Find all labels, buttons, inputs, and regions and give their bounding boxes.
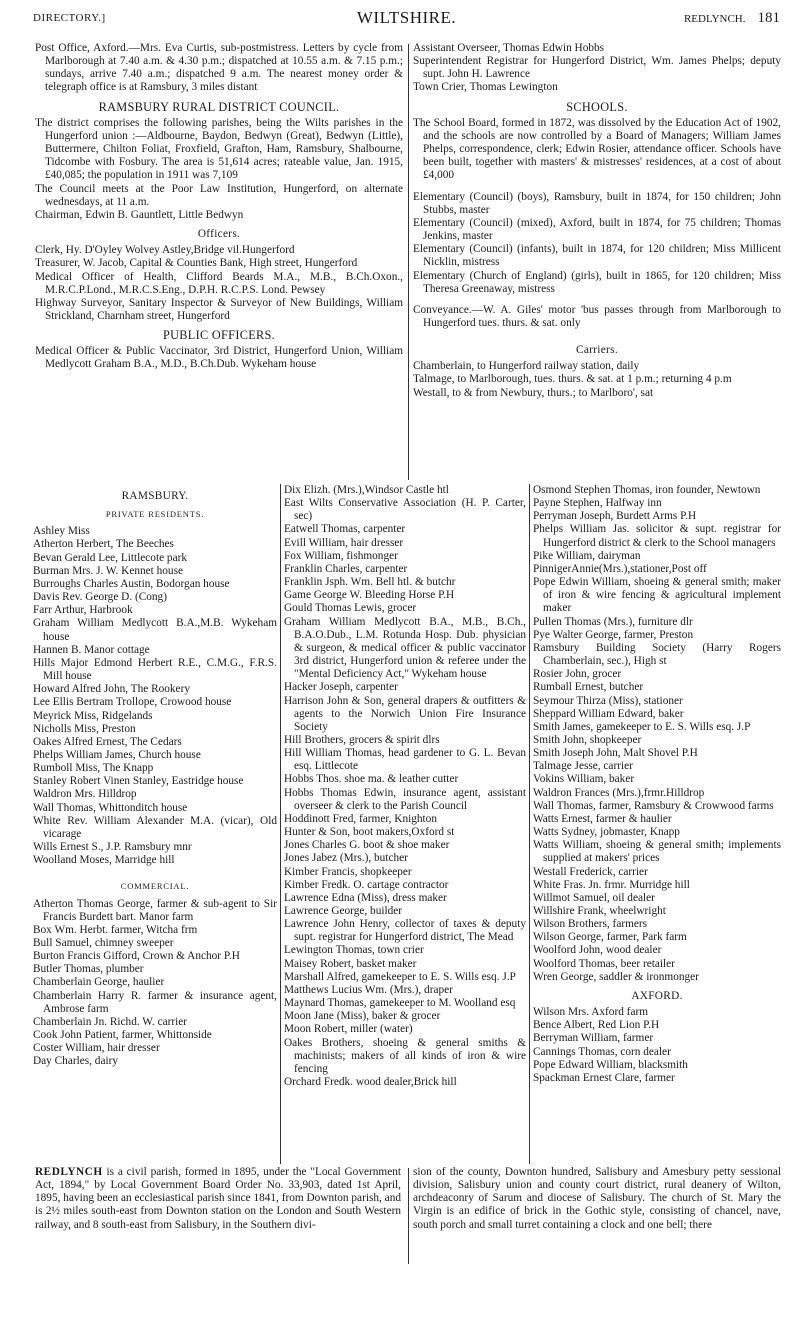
directory-entry: Woolland Moses, Marridge hill bbox=[33, 854, 175, 867]
directory-entry: Willshire Frank, wheelwright bbox=[533, 905, 666, 917]
directory-entry: Elementary (Council) (boys), Ramsbury, built in 1874, for 150 children; John Stubbs, master bbox=[413, 190, 781, 216]
directory-entry: Lawrence Edna (Miss), dress maker bbox=[284, 891, 447, 904]
directory-entry: Wren George, saddler & ironmonger bbox=[533, 970, 699, 983]
directory-entry: Fox William, fishmonger bbox=[284, 549, 398, 562]
directory-entry: Bence Albert, Red Lion P.H bbox=[533, 1019, 660, 1032]
spacer bbox=[413, 296, 781, 304]
column-rule bbox=[408, 44, 409, 480]
directory-entry: Marshall Alfred, gamekeeper to E. S. Wills esq. J.P bbox=[284, 970, 516, 983]
directory-entry: Maisey Robert, basket maker bbox=[284, 957, 417, 970]
directory-entry: Osmond Stephen Thomas, iron founder, Newtown bbox=[533, 484, 761, 496]
directory-entry: Graham William Medlycott B.A., M.B., B.Ch., B.A.O.Dub., L.M. Rotunda Hosp. Dub. physician & surgeon, & medical officer & public vaccinator 3rd district, Hungerford union & referee under the "Mental Deficiency Act," Wykeham house bbox=[284, 615, 526, 681]
directory-entry: Harrison John & Son, general drapers & outfitters & agents to the Norwich Union Fire Insurance Society bbox=[284, 694, 526, 733]
directory-entry: Phelps William James, Church house bbox=[33, 748, 201, 761]
directory-entry: East Wilts Conservative Association (H. P. Carter, sec) bbox=[284, 497, 526, 523]
directory-entry: Rumball Ernest, butcher bbox=[533, 681, 644, 694]
directory-entry: Moon Jane (Miss), baker & grocer bbox=[284, 1010, 441, 1023]
spacer bbox=[413, 330, 781, 338]
directory-entry: Oakes Brothers, shoeing & general smiths & machinists; makers of all kinds of iron & wire fencing bbox=[284, 1036, 526, 1075]
directory-entry: Watts Ernest, farmer & haulier bbox=[533, 812, 672, 825]
header-place bbox=[684, 10, 780, 27]
redlynch-text-left: is a civil parish, formed in 1895, under the "Local Government Act, 1894," by Local Government Board Order No. 33,903, dated 1st April, 1895, having been an ecclesiastical parish since 1841, from Downton parish, and is 2½ miles south-east from Downton station on the London and South Western railway, and 8 south-east from Salisbury, in the Southern divi- bbox=[35, 1166, 401, 1231]
directory-entry: Butler Thomas, plumber bbox=[33, 963, 144, 976]
redlynch-text-right: sion of the county, Downton hundred, Salisbury and Amesbury petty sessional division, Salisbury union and county court district, rural deanery of Wilton, archdeaconry of Sarum and diocese of Salisbury. The church of St. Mary the Virgin is an edifice of brick in the Gothic style, consisting of chancel, nave, south porch and small turret containing a clock and one bell; there bbox=[413, 1166, 781, 1231]
directory-entry: Superintendent Registrar for Hungerford District, Wm. James Phelps; deputy supt. John H. Lawrence bbox=[413, 55, 781, 81]
directory-entry: Farr Arthur, Harbrook bbox=[33, 604, 133, 617]
directory-entry: Hacker Joseph, carpenter bbox=[284, 681, 398, 694]
directory-entry: Bull Samuel, chimney sweeper bbox=[33, 937, 174, 949]
directory-entry: Seymour Thirza (Miss), stationer bbox=[533, 694, 683, 707]
directory-entry: Sheppard William Edward, baker bbox=[533, 707, 684, 720]
directory-entry: Cannings Thomas, corn dealer bbox=[533, 1045, 671, 1058]
directory-entry: Waldron Mrs. Hilldrop bbox=[33, 788, 137, 801]
directory-entry: Maynard Thomas, gamekeeper to M. Woolland esq bbox=[284, 997, 516, 1010]
header-county-title: WILTSHIRE. bbox=[356, 8, 457, 27]
directory-entry: Berryman William, farmer bbox=[533, 1032, 654, 1045]
directory-entry: Pullen Thomas (Mrs.), furniture dlr bbox=[533, 615, 693, 628]
directory-entry: Phelps William Jas. solicitor & supt. registrar for Hungerford district & clerk to the School managers bbox=[533, 523, 781, 549]
header-place-name: REDLYNCH. bbox=[683, 13, 746, 25]
directory-entry: Wills Ernest S., J.P. Ramsbury mnr bbox=[33, 841, 192, 854]
directory-entry: Gould Thomas Lewis, grocer bbox=[284, 602, 417, 615]
directory-entry: Graham William Medlycott B.A.,M.B. Wykeham house bbox=[33, 617, 277, 643]
directory-entry: Pope Edwin William, shoeing & general smith; maker of iron & wire fencing & agricultural implement maker bbox=[533, 576, 781, 615]
directory-entry: Chamberlain Jn. Richd. W. carrier bbox=[33, 1015, 188, 1028]
section-heading: RAMSBURY. bbox=[121, 490, 189, 502]
section-heading: COMMERCIAL. bbox=[120, 881, 190, 892]
directory-entry: Day Charles, dairy bbox=[33, 1055, 119, 1068]
directory-entry: Rosier John, grocer bbox=[533, 668, 622, 681]
section-heading: Officers. bbox=[197, 228, 241, 241]
directory-entry: Pye Walter George, farmer, Preston bbox=[533, 628, 694, 641]
directory-entry: Jones Jabez (Mrs.), butcher bbox=[284, 852, 408, 865]
top-left-column bbox=[35, 42, 403, 372]
directory-entry: Wilson Brothers, farmers bbox=[533, 918, 648, 931]
top-right-column bbox=[413, 42, 781, 400]
directory-entry: Coster William, hair dresser bbox=[33, 1042, 160, 1055]
directory-entry: Bevan Gerald Lee, Littlecote park bbox=[33, 551, 188, 564]
directory-entry: Conveyance.—W. A. Giles' motor 'bus passes through from Marlborough to Hungerford tues. thurs. & sat. only bbox=[413, 303, 781, 329]
directory-entry: Chamberlain, to Hungerford railway station, daily bbox=[413, 360, 640, 373]
directory-entry: Smith Joseph John, Malt Shovel P.H bbox=[533, 747, 698, 760]
ramsbury-column-3 bbox=[533, 484, 781, 1085]
ramsbury-column-1 bbox=[33, 484, 277, 1069]
directory-entry: Kimber Fredk. O. cartage contractor bbox=[284, 878, 449, 891]
directory-entry: Smith James, gamekeeper to E. S. Wills esq. J.P bbox=[533, 720, 751, 733]
directory-entry: Hunter & Son, boot makers,Oxford st bbox=[284, 826, 455, 839]
directory-entry: The district comprises the following parishes, being the Wilts parishes in the Hungerford union :—Aldbourne, Baydon, Bedwyn (Great), Bedwyn (Little), Buttermere, Chilton Foliat, Froxfield, Grafton, Ham, Ramsbury, Shalbourne, Tidcombe with Fosbury. The area is 51,614 acres; rateable value, Jan. 1915, £40,085; the population in 1911 was 7,109 bbox=[35, 116, 403, 182]
directory-entry: Watts William, shoeing & general smith; implements supplied at makers' prices bbox=[533, 839, 781, 865]
directory-entry: Kimber Francis, shopkeeper bbox=[284, 865, 412, 878]
spacer bbox=[33, 867, 277, 875]
directory-entry: Pike William, dairyman bbox=[533, 549, 641, 562]
directory-entry: Waldron Frances (Mrs.),frmr.Hilldrop bbox=[533, 786, 705, 799]
section-heading: PUBLIC OFFICERS. bbox=[162, 328, 276, 343]
section-heading: RAMSBURY RURAL DISTRICT COUNCIL. bbox=[98, 99, 340, 114]
directory-entry: Atherton Thomas George, farmer & sub-agent to Sir Francis Burdett bart. Manor farm bbox=[33, 897, 277, 923]
directory-entry: Assistant Overseer, Thomas Edwin Hobbs bbox=[413, 42, 605, 54]
directory-entry: Orchard Fredk. wood dealer,Brick hill bbox=[284, 1076, 457, 1089]
directory-entry: Pope Edward William, blacksmith bbox=[533, 1058, 688, 1071]
column-rule bbox=[408, 1168, 409, 1264]
directory-entry: Watts Sydney, jobmaster, Knapp bbox=[533, 826, 680, 839]
directory-entry: PinnigerAnnie(Mrs.),stationer,Post off bbox=[533, 562, 707, 575]
directory-entry: Woolford Thomas, beer retailer bbox=[533, 957, 675, 970]
directory-entry: Hill Brothers, grocers & spirit dlrs bbox=[284, 733, 440, 746]
directory-entry: Howard Alfred John, The Rookery bbox=[33, 683, 190, 696]
directory-entry: Lee Ellis Bertram Trollope, Crowood house bbox=[33, 696, 232, 709]
directory-entry: Atherton Herbert, The Beeches bbox=[33, 538, 174, 551]
directory-entry: Game George W. Bleeding Horse P.H bbox=[284, 589, 455, 602]
directory-entry: Ramsbury Building Society (Harry Rogers Chamberlain, sec.), High st bbox=[533, 641, 781, 668]
page-number: 181 bbox=[757, 10, 780, 26]
directory-entry: Chamberlain Harry R. farmer & insurance agent, Ambrose farm bbox=[33, 989, 277, 1015]
directory-entry: Hobbs Thomas Edwin, insurance agent, assistant overseer & clerk to the Parish Council bbox=[284, 786, 526, 812]
directory-entry: Ashley Miss bbox=[33, 525, 90, 538]
directory-entry: Elementary (Council) (mixed), Axford, built in 1874, for 75 children; Thomas Jenkins, master bbox=[413, 216, 781, 243]
section-heading: PRIVATE RESIDENTS. bbox=[105, 509, 205, 520]
directory-entry: Wall Thomas, Whittonditch house bbox=[33, 801, 188, 814]
directory-entry: Wilson Mrs. Axford farm bbox=[533, 1006, 649, 1019]
directory-entry: Eatwell Thomas, carpenter bbox=[284, 523, 406, 536]
directory-entry: The Council meets at the Poor Law Institution, Hungerford, on alternate wednesdays, at 11 a.m. bbox=[35, 182, 403, 208]
directory-entry: Elementary (Church of England) (girls), built in 1865, for 120 children; Miss Theresa Greenaway, mistress bbox=[413, 269, 781, 295]
directory-entry: Burman Mrs. J. W. Kennet house bbox=[33, 564, 183, 577]
ramsbury-column-2 bbox=[284, 484, 526, 1089]
column-rule bbox=[529, 484, 530, 1164]
directory-entry: Hobbs Thos. shoe ma. & leather cutter bbox=[284, 773, 459, 786]
directory-entry: Hill William Thomas, head gardener to G. L. Bevan esq. Littlecote bbox=[284, 747, 526, 773]
directory-entry: Dix Elizh. (Mrs.),Windsor Castle htl bbox=[284, 484, 449, 496]
directory-entry: Franklin Jsph. Wm. Bell htl. & butchr bbox=[284, 576, 456, 589]
directory-entry: Jones Charles G. boot & shoe maker bbox=[284, 839, 450, 852]
directory-entry: Woolford John, wood dealer bbox=[533, 944, 662, 957]
directory-entry: Franklin Charles, carpenter bbox=[284, 562, 408, 575]
directory-entry: Burton Francis Gifford, Crown & Anchor P.H bbox=[33, 950, 240, 963]
directory-entry: Wilson George, farmer, Park farm bbox=[533, 931, 687, 944]
directory-entry: Clerk, Hy. D'Oyley Wolvey Astley,Bridge vil.Hungerford bbox=[35, 244, 295, 257]
section-heading: AXFORD. bbox=[631, 989, 683, 1002]
directory-entry: Talmage Jesse, carrier bbox=[533, 760, 633, 773]
directory-entry: Moon Robert, miller (water) bbox=[284, 1023, 413, 1036]
directory-entry: Post Office, Axford.—Mrs. Eva Curtis, sub-postmistress. Letters by cycle from Marlborough at 7.40 a.m. & 4.30 p.m.; dispatched at 10.55 a.m. & 7.15 p.m.; sundays, arrive 7.40 a.m.; dispatched 9 a.m. The nearest money order & telegraph office is at Ramsbury, 3 miles distant bbox=[35, 42, 403, 94]
column-rule bbox=[280, 484, 281, 1164]
directory-entry: The School Board, formed in 1872, was dissolved by the Education Act of 1902, and the schools are now controlled by a Board of Managers; William James Phelps, correspondence, clerk; Edwin Rosier, attendance officer. Schools have been built, together with masters' & mistresses' residences, at a cost of about £4,000 bbox=[413, 116, 781, 182]
directory-entry: White Rev. William Alexander M.A. (vicar), Old vicarage bbox=[33, 814, 277, 840]
directory-entry: Box Wm. Herbt. farmer, Witcha frm bbox=[33, 923, 198, 936]
directory-entry: Chairman, Edwin B. Gauntlett, Little Bedwyn bbox=[35, 208, 244, 221]
directory-entry: Matthews Lucius Wm. (Mrs.), draper bbox=[284, 983, 453, 996]
directory-entry: Nicholls Miss, Preston bbox=[33, 722, 136, 735]
directory-entry: Elementary (Council) (infants), built in 1874, for 120 children; Miss Millicent Nicklin, mistress bbox=[413, 243, 781, 269]
spacer bbox=[413, 183, 781, 191]
directory-entry: Payne Stephen, Halfway inn bbox=[533, 497, 662, 510]
directory-entry: Wall Thomas, farmer, Ramsbury & Crowwood farms bbox=[533, 799, 774, 812]
directory-entry: Lawrence George, builder bbox=[284, 905, 403, 917]
directory-entry: Lewington Thomas, town crier bbox=[284, 944, 424, 957]
directory-entry: Stanley Robert Vinen Stanley, Eastridge house bbox=[33, 775, 244, 788]
directory-entry: Chamberlain George, haulier bbox=[33, 976, 165, 989]
redlynch-paragraph-right bbox=[413, 1166, 781, 1232]
directory-entry: Treasurer, W. Jacob, Capital & Counties Bank, High street, Hungerford bbox=[35, 257, 358, 270]
directory-entry: Medical Officer & Public Vaccinator, 3rd District, Hungerford Union, William Medlycott Graham B.A., M.D., B.Ch.Dub. Wykeham house bbox=[35, 345, 403, 371]
section-heading: Carriers. bbox=[576, 344, 618, 357]
header-directory: DIRECTORY.] bbox=[33, 12, 106, 24]
directory-entry: Burroughs Charles Austin, Bodorgan house bbox=[33, 577, 230, 590]
directory-entry: Talmage, to Marlborough, tues. thurs. & sat. at 1 p.m.; returning 4 p.m bbox=[413, 373, 732, 386]
redlynch-lead: REDLYNCH bbox=[35, 1166, 103, 1178]
directory-entry: Vokins William, baker bbox=[533, 773, 635, 786]
directory-entry: Oakes Alfred Ernest, The Cedars bbox=[33, 735, 182, 748]
directory-entry: Perryman Joseph, Burdett Arms P.H bbox=[533, 510, 697, 523]
directory-entry: Cook John Patient, farmer, Whittonside bbox=[33, 1029, 212, 1042]
directory-entry: Hannen B. Manor cottage bbox=[33, 643, 150, 656]
directory-entry: Hoddinott Fred, farmer, Knighton bbox=[284, 812, 437, 825]
redlynch-paragraph-left bbox=[35, 1166, 401, 1232]
directory-entry: Davis Rev. George D. (Cong) bbox=[33, 591, 167, 604]
directory-entry: Westall Frederick, carrier bbox=[533, 865, 648, 878]
directory-entry: Meyrick Miss, Ridgelands bbox=[33, 709, 153, 722]
directory-entry: Hills Major Edmond Herbert R.E., C.M.G., F.R.S. Mill house bbox=[33, 656, 277, 683]
directory-entry: Rumboll Miss, The Knapp bbox=[33, 762, 154, 775]
directory-entry: White Fras. Jn. frmr. Murridge hill bbox=[533, 878, 690, 891]
directory-entry: Medical Officer of Health, Clifford Beards M.A., M.B., B.Ch.Oxon., M.R.C.P.Lond., M.R.C.S.Eng., D.P.H. R.C.P.S. Lond. Pewsey bbox=[35, 270, 403, 296]
running-header bbox=[33, 8, 780, 30]
directory-entry: Town Crier, Thomas Lewington bbox=[413, 81, 558, 94]
directory-entry: Evill William, hair dresser bbox=[284, 536, 404, 549]
directory-entry: Westall, to & from Newbury, thurs.; to Marlboro', sat bbox=[413, 386, 654, 399]
directory-entry: Spackman Ernest Clare, farmer bbox=[533, 1071, 675, 1084]
directory-entry: Willmot Samuel, oil dealer bbox=[533, 891, 655, 904]
directory-entry: Smith John, shopkeeper bbox=[533, 733, 642, 746]
directory-entry: Highway Surveyor, Sanitary Inspector & Surveyor of New Buildings, William Strickland, Charnham street, Hungerford bbox=[35, 296, 403, 322]
section-heading: SCHOOLS. bbox=[566, 99, 628, 114]
directory-entry: Lawrence John Henry, collector of taxes & deputy supt. registrar for Hungerford district, The Mead bbox=[284, 918, 526, 944]
